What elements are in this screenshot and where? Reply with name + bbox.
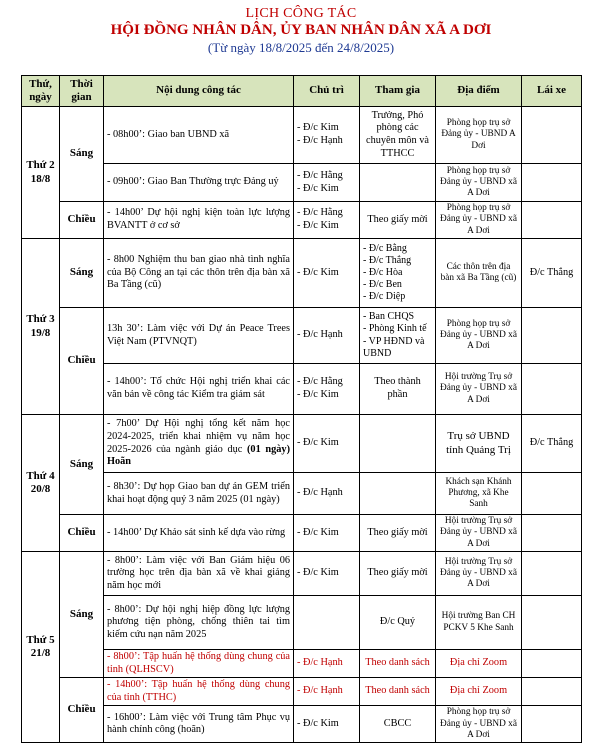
chair-cell bbox=[294, 596, 360, 650]
col-header-content: Nội dung công tác bbox=[104, 76, 294, 107]
participants-cell: - Ban CHQS - Phòng Kinh tế - VP HĐND và UBND bbox=[360, 308, 436, 364]
driver-cell bbox=[522, 706, 582, 743]
date-range: (Từ ngày 18/8/2025 đến 24/8/2025) bbox=[207, 40, 395, 55]
participants-cell: Đ/c Quý bbox=[360, 596, 436, 650]
content-cell: - 8h00’: Dự hội nghị hiệp đồng lực lượng phương tiện phòng, chống thiên tai tìm kiếm cứu nạn năm 2025 bbox=[104, 596, 294, 650]
chair-cell: - Đ/c Kim bbox=[294, 552, 360, 596]
content-cell: - 8h00’: Làm việc với Ban Giám hiệu 06 trường học trên địa bàn xã về khai giảng năm học mới bbox=[104, 552, 294, 596]
table-row bbox=[22, 596, 582, 650]
session-cell: Chiều bbox=[60, 202, 104, 239]
day-cell: Thứ 4 20/8 bbox=[22, 415, 60, 552]
participants-cell: Theo danh sách bbox=[360, 650, 436, 678]
driver-cell bbox=[522, 650, 582, 678]
participants-cell: Trưởng, Phó phòng các chuyên môn và TTHCC bbox=[360, 107, 436, 164]
table-row bbox=[22, 678, 582, 706]
location-cell: Địa chỉ Zoom bbox=[436, 678, 522, 706]
participants-cell bbox=[360, 164, 436, 202]
day-cell: Thứ 3 19/8 bbox=[22, 239, 60, 415]
content-text: - 7h00’ Dự Hội nghị tổng kết năm học 2024-2025, triển khai nhiệm vụ năm học 2025-2026 của ngành giáo dục bbox=[107, 418, 290, 455]
location-cell: Phòng họp trụ sở Đảng ủy - UBND xã A Dơi bbox=[436, 308, 522, 364]
participants-cell: CBCC bbox=[360, 706, 436, 743]
driver-cell bbox=[522, 678, 582, 706]
chair-cell: - Đ/c Kim - Đ/c Hạnh bbox=[294, 107, 360, 164]
content-cell: - 14h00’: Tổ chức Hội nghị triển khai các văn bản về công tác Kiểm tra giám sát bbox=[104, 364, 294, 415]
location-cell: Hội trường Trụ sở Đảng ủy - UBND xã A Dơi bbox=[436, 515, 522, 552]
driver-cell: Đ/c Thắng bbox=[522, 239, 582, 308]
location-cell: Phòng họp trụ sở Đảng ủy - UBND xã A Dơi bbox=[436, 164, 522, 202]
location-cell: Hội trường Trụ sở Đảng ủy - UBND xã A Dơi bbox=[436, 552, 522, 596]
table-row bbox=[22, 515, 582, 552]
session-cell: Sáng bbox=[60, 239, 104, 308]
col-header-driver: Lái xe bbox=[522, 76, 582, 107]
participants-cell bbox=[360, 415, 436, 473]
participants-cell: Theo giấy mời bbox=[360, 515, 436, 552]
driver-cell: Đ/c Thắng bbox=[522, 415, 582, 473]
session-cell: Sáng bbox=[60, 107, 104, 202]
table-row bbox=[22, 650, 582, 678]
table-row bbox=[22, 364, 582, 415]
col-header-participants: Tham gia bbox=[360, 76, 436, 107]
col-header-time: Thời gian bbox=[60, 76, 104, 107]
table-row bbox=[22, 415, 582, 473]
driver-cell bbox=[522, 364, 582, 415]
header-row bbox=[22, 76, 582, 107]
location-cell: Hội trường Ban CH PCKV 5 Khe Sanh bbox=[436, 596, 522, 650]
chair-cell: - Đ/c Kim bbox=[294, 239, 360, 308]
content-cell: - 14h00’: Tập huấn hệ thống dùng chung của tỉnh (TTHC) bbox=[104, 678, 294, 706]
postponed-note: (01 ngày) Hoãn bbox=[107, 443, 290, 468]
content-cell: - 8h30’: Dự họp Giao ban dự án GEM triển khai hoạt động quý 3 năm 2025 (01 ngày) bbox=[104, 473, 294, 515]
driver-cell bbox=[522, 202, 582, 239]
content-cell: - 8h00 Nghiệm thu ban giao nhà tình nghĩa của Bộ Công an tại các thôn trên địa bàn xã Ba Tầng (cũ) bbox=[104, 239, 294, 308]
table-row bbox=[22, 239, 582, 308]
driver-cell bbox=[522, 308, 582, 364]
chair-cell: - Đ/c Kim bbox=[294, 515, 360, 552]
content-cell: 13h 30’: Làm việc với Dự án Peace Trees Việt Nam (PTVNQT) bbox=[104, 308, 294, 364]
participants-cell: - Đ/c Bằng - Đ/c Thắng - Đ/c Hòa - Đ/c Ben - Đ/c Diệp bbox=[360, 239, 436, 308]
table-row bbox=[22, 473, 582, 515]
participants-cell: Theo danh sách bbox=[360, 678, 436, 706]
location-cell: Phòng họp trụ sở Đảng ủy - UBND A Dơi bbox=[436, 107, 522, 164]
day-cell: Thứ 5 21/8 bbox=[22, 552, 60, 743]
content-cell: - 09h00’: Giao Ban Thường trực Đảng uỷ bbox=[104, 164, 294, 202]
participants-cell: Theo thành phần bbox=[360, 364, 436, 415]
table-row bbox=[22, 308, 582, 364]
location-cell: Phòng họp trụ sở Đảng ủy - UBND xã A Dơi bbox=[436, 202, 522, 239]
session-cell: Chiều bbox=[60, 308, 104, 415]
location-cell: Các thôn trên địa bàn xã Ba Tầng (cũ) bbox=[436, 239, 522, 308]
col-header-location: Địa điểm bbox=[436, 76, 522, 107]
chair-cell: - Đ/c Hằng - Đ/c Kim bbox=[294, 202, 360, 239]
chair-cell: - Đ/c Hằng - Đ/c Kim bbox=[294, 364, 360, 415]
page-title: LỊCH CÔNG TÁC bbox=[245, 6, 357, 21]
participants-cell bbox=[360, 473, 436, 515]
chair-cell: - Đ/c Hạnh bbox=[294, 650, 360, 678]
content-cell bbox=[104, 415, 294, 473]
chair-cell: - Đ/c Hạnh bbox=[294, 308, 360, 364]
content-cell: - 8h00’: Tập huấn hệ thống dùng chung của tỉnh (QLHSCV) bbox=[104, 650, 294, 678]
content-cell: - 14h00’ Dự hội nghị kiện toàn lực lượng BVANTT ở cơ sở bbox=[104, 202, 294, 239]
driver-cell bbox=[522, 164, 582, 202]
location-cell: Hội trường Trụ sở Đảng ủy - UBND xã A Dơi bbox=[436, 364, 522, 415]
session-cell: Sáng bbox=[60, 552, 104, 678]
driver-cell bbox=[522, 473, 582, 515]
location-cell: Địa chỉ Zoom bbox=[436, 650, 522, 678]
day-cell: Thứ 2 18/8 bbox=[22, 107, 60, 239]
content-cell: - 16h00’: Làm việc với Trung tâm Phục vụ hành chính công (hoãn) bbox=[104, 706, 294, 743]
session-cell: Sáng bbox=[60, 415, 104, 515]
location-cell: Phòng họp trụ sở Đảng ủy - UBND xã A Dơi bbox=[436, 706, 522, 743]
session-cell: Chiều bbox=[60, 678, 104, 743]
location-cell: Trụ sở UBND tỉnh Quảng Trị bbox=[436, 415, 522, 473]
content-cell: - 08h00’: Giao ban UBND xã bbox=[104, 107, 294, 164]
table-row bbox=[22, 164, 582, 202]
col-header-day: Thứ, ngày bbox=[22, 76, 60, 107]
schedule-table bbox=[21, 75, 582, 743]
location-cell: Khách sạn Khánh Phương, xã Khe Sanh bbox=[436, 473, 522, 515]
chair-cell: - Đ/c Kim bbox=[294, 706, 360, 743]
chair-cell: - Đ/c Hạnh bbox=[294, 678, 360, 706]
driver-cell bbox=[522, 107, 582, 164]
table-row bbox=[22, 107, 582, 164]
session-cell: Chiều bbox=[60, 515, 104, 552]
driver-cell bbox=[522, 596, 582, 650]
chair-cell: - Đ/c Hằng - Đ/c Kim bbox=[294, 164, 360, 202]
driver-cell bbox=[522, 552, 582, 596]
chair-cell: - Đ/c Kim bbox=[294, 415, 360, 473]
participants-cell: Theo giấy mời bbox=[360, 552, 436, 596]
chair-cell: - Đ/c Hạnh bbox=[294, 473, 360, 515]
participants-cell: Theo giấy mời bbox=[360, 202, 436, 239]
table-row bbox=[22, 706, 582, 743]
driver-cell bbox=[522, 515, 582, 552]
table-row bbox=[22, 552, 582, 596]
table-row bbox=[22, 202, 582, 239]
page-subtitle: HỘI ĐỒNG NHÂN DÂN, ỦY BAN NHÂN DÂN XÃ A DƠI bbox=[110, 22, 492, 38]
col-header-chair: Chủ trì bbox=[294, 76, 360, 107]
content-cell: - 14h00’ Dự Khảo sát sinh kế dựa vào rừng bbox=[104, 515, 294, 552]
